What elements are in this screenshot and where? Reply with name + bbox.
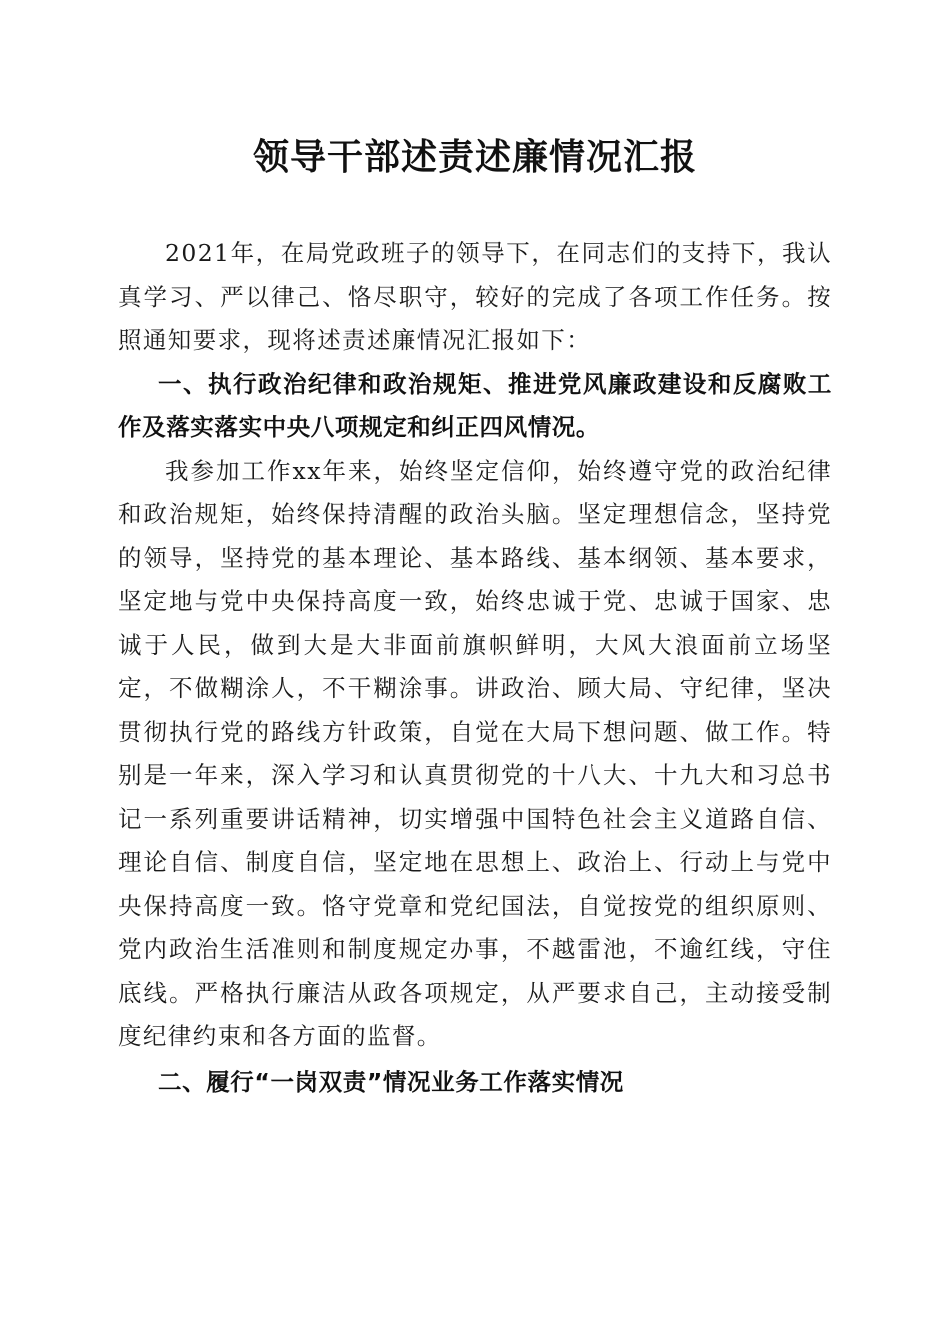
intro-paragraph: 2021年，在局党政班子的领导下，在同志们的支持下，我认真学习、严以律己、恪尽职守，较好的完成了各项工作任务。按照通知要求，现将述责述廉情况汇报如下：	[118, 239, 832, 354]
section-paragraph-1: 我参加工作xx年来，始终坚定信仰，始终遵守党的政治纪律和政治规矩，始终保持清醒的政治头脑。坚定理想信念，坚持党的领导，坚持党的基本理论、基本路线、基本纲领、基本要求，坚定地与党中央保持高度一致，始终忠诚于党、忠诚于国家、忠诚于人民，做到大是大非面前旗帜鲜明，大风大浪面前立场坚定，不做糊涂人，不干糊涂事。讲政治、顾大局、守纪律，坚决贯彻执行党的路线方针政策，自觉在大局下想问题、做工作。特别是一年来，深入学习和认真贯彻党的十八大、十九大和习总书记一系列重要讲话精神，切实增强中国特色社会主义道路自信、理论自信、制度自信，坚定地在思想上、政治上、行动上与党中央保持高度一致。恪守党章和党纪国法，自觉按党的组织原则、党内政治生活准则和制度规定办事，不越雷池，不逾红线，守住底线。严格执行廉洁从政各项规定，从严要求自己，主动接受制度纪律约束和各方面的监督。	[118, 456, 832, 1050]
document-body	[118, 232, 832, 1104]
section-heading-1: 一、执行政治纪律和政治规矩、推进党风廉政建设和反腐败工作及落实落实中央八项规定和纠正四风情况。	[118, 369, 832, 441]
section-heading-2: 二、履行“一岗双责”情况业务工作落实情况	[158, 1067, 624, 1096]
document-title: 领导干部述责述廉情况汇报	[252, 136, 697, 178]
